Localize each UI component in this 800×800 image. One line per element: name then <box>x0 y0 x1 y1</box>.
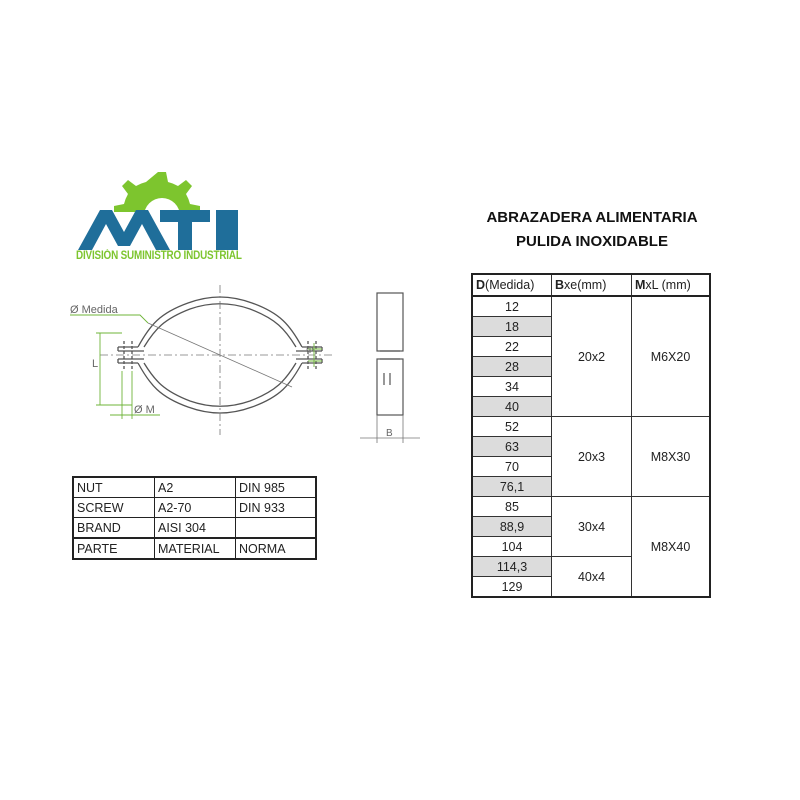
d-cell: 40 <box>472 397 552 417</box>
product-title <box>462 206 722 254</box>
table-row <box>73 477 316 498</box>
table-cell: A2-70 <box>155 498 236 518</box>
bxe-cell: 20x3 <box>552 417 632 497</box>
table-cell: A2 <box>155 477 236 498</box>
logo-subtitle: DIVISIÓN SUMINISTRO INDUSTRIAL <box>76 250 242 262</box>
title-line-2: PULIDA INOXIDABLE <box>516 233 668 250</box>
label-L: L <box>92 358 99 370</box>
table-cell: SCREW <box>73 498 155 518</box>
label-phi: Φ <box>306 345 314 356</box>
header-bxe: Bxe(mm) <box>552 274 632 296</box>
header-parte: PARTE <box>73 538 155 559</box>
d-cell: 114,3 <box>472 557 552 577</box>
label-M: Ø M <box>134 404 155 416</box>
table-header-row <box>73 538 316 559</box>
header-mxl: MxL (mm) <box>632 274 711 296</box>
label-diameter: Ø Medida <box>70 304 118 316</box>
d-cell: 104 <box>472 537 552 557</box>
d-cell: 18 <box>472 317 552 337</box>
table-cell: AISI 304 <box>155 518 236 539</box>
table-row <box>472 497 710 517</box>
spec-header-row <box>472 274 710 296</box>
d-cell: 70 <box>472 457 552 477</box>
header-material: MATERIAL <box>155 538 236 559</box>
table-cell: DIN 933 <box>236 498 317 518</box>
header-d: D(Medida) <box>472 274 552 296</box>
technical-drawing <box>60 285 440 445</box>
table-row <box>472 417 710 437</box>
table-cell: BRAND <box>73 518 155 539</box>
mxl-cell: M6X20 <box>632 296 711 417</box>
d-cell: 129 <box>472 577 552 598</box>
table-cell: NUT <box>73 477 155 498</box>
parts-table <box>72 476 317 560</box>
d-cell: 52 <box>472 417 552 437</box>
d-cell: 76,1 <box>472 477 552 497</box>
bxe-cell: 20x2 <box>552 296 632 417</box>
bxe-cell: 40x4 <box>552 557 632 598</box>
d-cell: 28 <box>472 357 552 377</box>
d-cell: 12 <box>472 296 552 317</box>
d-cell: 85 <box>472 497 552 517</box>
table-row <box>472 296 710 317</box>
mxl-cell: M8X30 <box>632 417 711 497</box>
spec-table <box>471 273 711 598</box>
d-cell: 88,9 <box>472 517 552 537</box>
side-view <box>377 293 403 415</box>
header-norma: NORMA <box>236 538 317 559</box>
d-cell: 63 <box>472 437 552 457</box>
table-row <box>73 498 316 518</box>
bxe-cell: 30x4 <box>552 497 632 557</box>
d-cell: 22 <box>472 337 552 357</box>
table-cell <box>236 518 317 539</box>
d-cell: 34 <box>472 377 552 397</box>
table-cell: DIN 985 <box>236 477 317 498</box>
mxl-cell: M8X40 <box>632 497 711 598</box>
label-B: B <box>386 428 393 439</box>
title-line-1: ABRAZADERA ALIMENTARIA <box>486 209 698 226</box>
table-row <box>73 518 316 539</box>
